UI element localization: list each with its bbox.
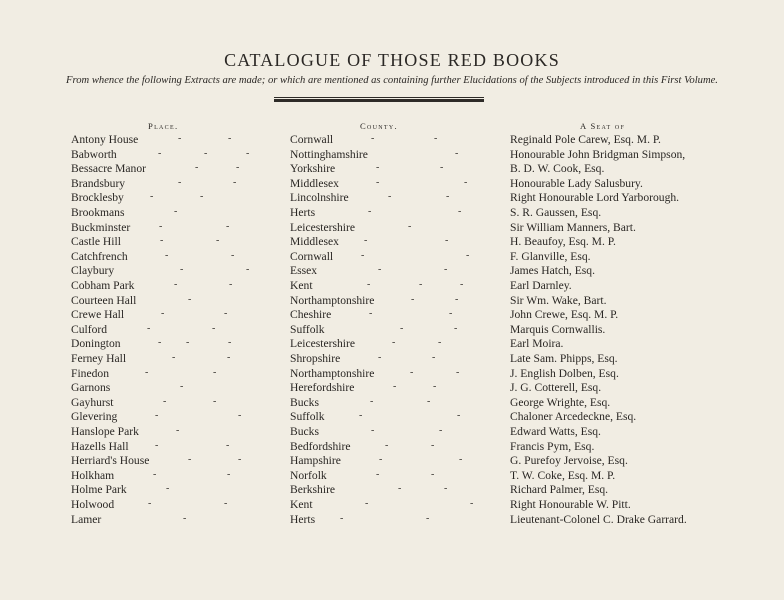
catalogue-row [0, 162, 784, 177]
catalogue-row [0, 381, 784, 396]
leader-dash: - [224, 308, 228, 320]
place-name: Brocklesby [71, 191, 124, 205]
catalogue-row [0, 352, 784, 367]
leader-dash: - [180, 264, 184, 276]
place-name: Hazells Hall [71, 439, 129, 453]
leader-dash: - [433, 381, 437, 393]
catalogue-row [0, 177, 784, 192]
county-name: Shropshire [290, 352, 341, 365]
place-name: Holme Park [71, 483, 127, 497]
leader-dash: - [153, 468, 157, 480]
place-name: Cobham Park [71, 279, 135, 292]
place-name: Brandsbury [71, 176, 126, 190]
leader-dash: - [238, 410, 242, 422]
leader-dash: - [246, 264, 250, 276]
leader-dash: - [368, 206, 372, 217]
page-title: CATALOGUE OF THOSE RED BOOKS [224, 50, 560, 70]
leader-dash: - [204, 147, 208, 159]
leader-dash: - [233, 176, 237, 188]
leader-dash: - [398, 483, 402, 495]
leader-dash: - [431, 468, 435, 480]
leader-dash: - [158, 337, 162, 349]
leader-dash: - [464, 176, 468, 188]
leader-dash: - [212, 322, 216, 334]
leader-dash: - [393, 381, 397, 393]
seat-owner: Sir Wm. Wake, Bart. [510, 293, 607, 307]
leader-dash: - [367, 279, 371, 290]
leader-dash: - [359, 410, 363, 422]
seat-owner: James Hatch, Esq. [510, 264, 596, 278]
seat-owner: J. G. Cotterell, Esq. [510, 381, 602, 395]
title-rule-thick [274, 99, 484, 102]
leader-dash: - [178, 133, 182, 144]
catalogue-row [0, 148, 784, 163]
leader-dash: - [458, 206, 462, 217]
catalogue-row [0, 469, 784, 484]
seat-owner: Right Honourable Lord Yarborough. [510, 191, 680, 205]
leader-dash: - [449, 308, 453, 320]
leader-dash: - [376, 176, 380, 188]
catalogue-row [0, 206, 784, 221]
leader-dash: - [216, 235, 220, 247]
seat-owner: Earl Moira. [510, 337, 564, 351]
catalogue-row [0, 367, 784, 382]
seat-column-header: A Seat of [580, 121, 626, 131]
county-name: Leicestershire [290, 337, 356, 351]
seat-owner: Right Honourable W. Pitt. [510, 498, 631, 511]
catalogue-row [0, 337, 784, 352]
place-name: Herriard's House [71, 454, 150, 468]
catalogue-row [0, 235, 784, 250]
catalogue-row [0, 279, 784, 294]
county-name: Middlesex [290, 235, 339, 249]
catalogue-row [0, 513, 784, 528]
place-name: Lamer [71, 512, 102, 526]
leader-dash: - [227, 352, 231, 363]
catalogue-row [0, 323, 784, 338]
county-name: Kent [290, 279, 313, 292]
county-name: Norfolk [290, 468, 327, 482]
leader-dash: - [361, 249, 365, 261]
leader-dash: - [161, 308, 165, 320]
seat-owner: Sir William Manners, Bart. [510, 220, 636, 234]
leader-dash: - [148, 498, 152, 509]
county-name: Bucks [290, 395, 319, 409]
leader-dash: - [188, 293, 192, 305]
leader-dash: - [440, 162, 444, 174]
leader-dash: - [400, 322, 404, 334]
leader-dash: - [228, 337, 232, 349]
seat-owner: Francis Pym, Esq. [510, 439, 595, 453]
leader-dash: - [444, 483, 448, 495]
page-subtitle: From whence the following Extracts are made; or which are mentioned as containing further Elucidations of the Subjects introduced in this First Volume. [66, 75, 718, 86]
title-rule-thin [274, 97, 484, 98]
county-name: Herts [290, 206, 316, 219]
leader-dash: - [376, 468, 380, 480]
place-name: Crewe Hall [71, 308, 125, 322]
place-name: Brookmans [71, 206, 125, 219]
leader-dash: - [165, 249, 169, 261]
place-name: Gayhurst [71, 395, 114, 409]
leader-dash: - [427, 395, 431, 407]
leader-dash: - [176, 425, 180, 436]
leader-dash: - [160, 235, 164, 247]
seat-owner: Chaloner Arcedeckne, Esq. [510, 410, 637, 424]
leader-dash: - [195, 162, 199, 174]
leader-dash: - [163, 395, 167, 407]
leader-dash: - [213, 395, 217, 407]
place-name: Ferney Hall [71, 352, 127, 365]
county-name: Cornwall [290, 133, 334, 146]
place-name: Antony House [71, 133, 139, 146]
county-name: Lincolnshire [290, 191, 349, 205]
leader-dash: - [432, 352, 436, 363]
seat-owner: F. Glanville, Esq. [510, 249, 591, 263]
leader-dash: - [410, 366, 414, 378]
leader-dash: - [238, 454, 242, 466]
leader-dash: - [364, 235, 368, 247]
leader-dash: - [340, 512, 344, 524]
place-name: Holkham [71, 468, 115, 482]
leader-dash: - [155, 410, 159, 422]
leader-dash: - [466, 249, 470, 261]
leader-dash: - [174, 206, 178, 217]
county-name: Middlesex [290, 176, 339, 190]
leader-dash: - [460, 279, 464, 290]
seat-owner: J. English Dolben, Esq. [510, 366, 619, 380]
seat-owner: George Wrighte, Esq. [510, 395, 611, 409]
leader-dash: - [155, 439, 159, 451]
county-name: Nottinghamshire [290, 147, 368, 161]
leader-dash: - [183, 512, 187, 524]
leader-dash: - [226, 220, 230, 232]
leader-dash: - [145, 366, 149, 378]
leader-dash: - [392, 337, 396, 349]
leader-dash: - [438, 337, 442, 349]
catalogue-row [0, 294, 784, 309]
leader-dash: - [228, 133, 232, 144]
catalogue-row [0, 191, 784, 206]
place-column-header: Place. [148, 121, 179, 131]
county-name: Essex [290, 264, 318, 278]
seat-owner: Late Sam. Phipps, Esq. [510, 352, 618, 365]
seat-owner: Earl Darnley. [510, 279, 572, 292]
county-name: Suffolk [290, 322, 325, 336]
leader-dash: - [454, 322, 458, 334]
leader-dash: - [439, 425, 443, 436]
catalogue-row [0, 483, 784, 498]
place-name: Glevering [71, 410, 118, 424]
county-name: Bucks [290, 425, 319, 438]
leader-dash: - [200, 191, 204, 203]
seat-owner: S. R. Gaussen, Esq. [510, 206, 602, 219]
leader-dash: - [369, 308, 373, 320]
leader-dash: - [150, 191, 154, 203]
leader-dash: - [455, 293, 459, 305]
catalogue-row [0, 308, 784, 323]
seat-owner: Marquis Cornwallis. [510, 322, 606, 336]
county-column-header: County. [360, 121, 398, 131]
leader-dash: - [419, 279, 423, 290]
leader-dash: - [231, 249, 235, 261]
seat-owner: Reginald Pole Carew, Esq. M. P. [510, 133, 661, 146]
county-name: Hampshire [290, 454, 341, 468]
county-name: Northamptonshire [290, 293, 375, 307]
leader-dash: - [455, 147, 459, 159]
leader-dash: - [470, 498, 474, 509]
leader-dash: - [385, 439, 389, 451]
leader-dash: - [456, 366, 460, 378]
catalogue-row [0, 221, 784, 236]
catalogue-row [0, 454, 784, 469]
seat-owner: Edward Watts, Esq. [510, 425, 601, 438]
place-name: Hanslope Park [71, 425, 139, 438]
leader-dash: - [236, 162, 240, 174]
leader-dash: - [434, 133, 438, 144]
leader-dash: - [444, 264, 448, 276]
leader-dash: - [378, 352, 382, 363]
seat-owner: G. Purefoy Jervoise, Esq. [510, 454, 628, 468]
place-name: Babworth [71, 147, 117, 161]
leader-dash: - [376, 162, 380, 174]
catalogue-row [0, 425, 784, 440]
county-name: Herts [290, 512, 316, 526]
seat-owner: Honourable John Bridgman Simpson, [510, 147, 686, 161]
county-name: Herefordshire [290, 381, 355, 395]
leader-dash: - [408, 220, 412, 232]
seat-owner: Honourable Lady Salusbury. [510, 176, 643, 190]
county-name: Leicestershire [290, 220, 356, 234]
leader-dash: - [159, 220, 163, 232]
catalogue-row [0, 264, 784, 279]
leader-dash: - [186, 337, 190, 349]
leader-dash: - [459, 454, 463, 466]
county-name: Kent [290, 498, 313, 511]
leader-dash: - [227, 468, 231, 480]
catalogue-row [0, 396, 784, 411]
county-name: Cornwall [290, 249, 334, 263]
leader-dash: - [172, 352, 176, 363]
place-name: Bessacre Manor [71, 162, 147, 176]
leader-dash: - [457, 410, 461, 422]
county-name: Cheshire [290, 308, 332, 322]
leader-dash: - [379, 454, 383, 466]
county-name: Berkshire [290, 483, 336, 497]
seat-owner: H. Beaufoy, Esq. M. P. [510, 235, 616, 249]
catalogue-row [0, 250, 784, 265]
place-name: Courteen Hall [71, 293, 137, 307]
place-name: Holwood [71, 498, 115, 511]
seat-owner: John Crewe, Esq. M. P. [510, 308, 619, 322]
county-name: Bedfordshire [290, 439, 351, 453]
leader-dash: - [388, 191, 392, 203]
leader-dash: - [158, 147, 162, 159]
leader-dash: - [431, 439, 435, 451]
leader-dash: - [365, 498, 369, 509]
leader-dash: - [371, 133, 375, 144]
leader-dash: - [378, 264, 382, 276]
leader-dash: - [426, 512, 430, 524]
leader-dash: - [188, 454, 192, 466]
county-name: Yorkshire [290, 162, 336, 176]
county-name: Suffolk [290, 410, 325, 424]
leader-dash: - [371, 425, 375, 436]
place-name: Catchfrench [71, 249, 128, 263]
catalogue-row [0, 133, 784, 148]
place-name: Donington [71, 337, 121, 351]
leader-dash: - [370, 395, 374, 407]
place-name: Culford [71, 322, 108, 336]
leader-dash: - [446, 191, 450, 203]
seat-owner: Richard Palmer, Esq. [510, 483, 609, 497]
place-name: Castle Hill [71, 235, 121, 249]
catalogue-row [0, 498, 784, 513]
seat-owner: B. D. W. Cook, Esq. [510, 162, 605, 176]
place-name: Buckminster [71, 220, 131, 234]
leader-dash: - [174, 279, 178, 290]
seat-owner: Lieutenant-Colonel C. Drake Garrard. [510, 512, 687, 526]
leader-dash: - [224, 498, 228, 509]
leader-dash: - [180, 381, 184, 393]
place-name: Garnons [71, 381, 111, 395]
seat-owner: T. W. Coke, Esq. M. P. [510, 468, 616, 482]
leader-dash: - [445, 235, 449, 247]
leader-dash: - [213, 366, 217, 378]
leader-dash: - [229, 279, 233, 290]
leader-dash: - [178, 176, 182, 188]
leader-dash: - [226, 439, 230, 451]
leader-dash: - [166, 483, 170, 495]
county-name: Northamptonshire [290, 366, 375, 380]
place-name: Finedon [71, 366, 110, 380]
leader-dash: - [411, 293, 415, 305]
leader-dash: - [147, 322, 151, 334]
place-name: Claybury [71, 264, 115, 278]
leader-dash: - [246, 147, 250, 159]
catalogue-row [0, 440, 784, 455]
catalogue-row [0, 410, 784, 425]
